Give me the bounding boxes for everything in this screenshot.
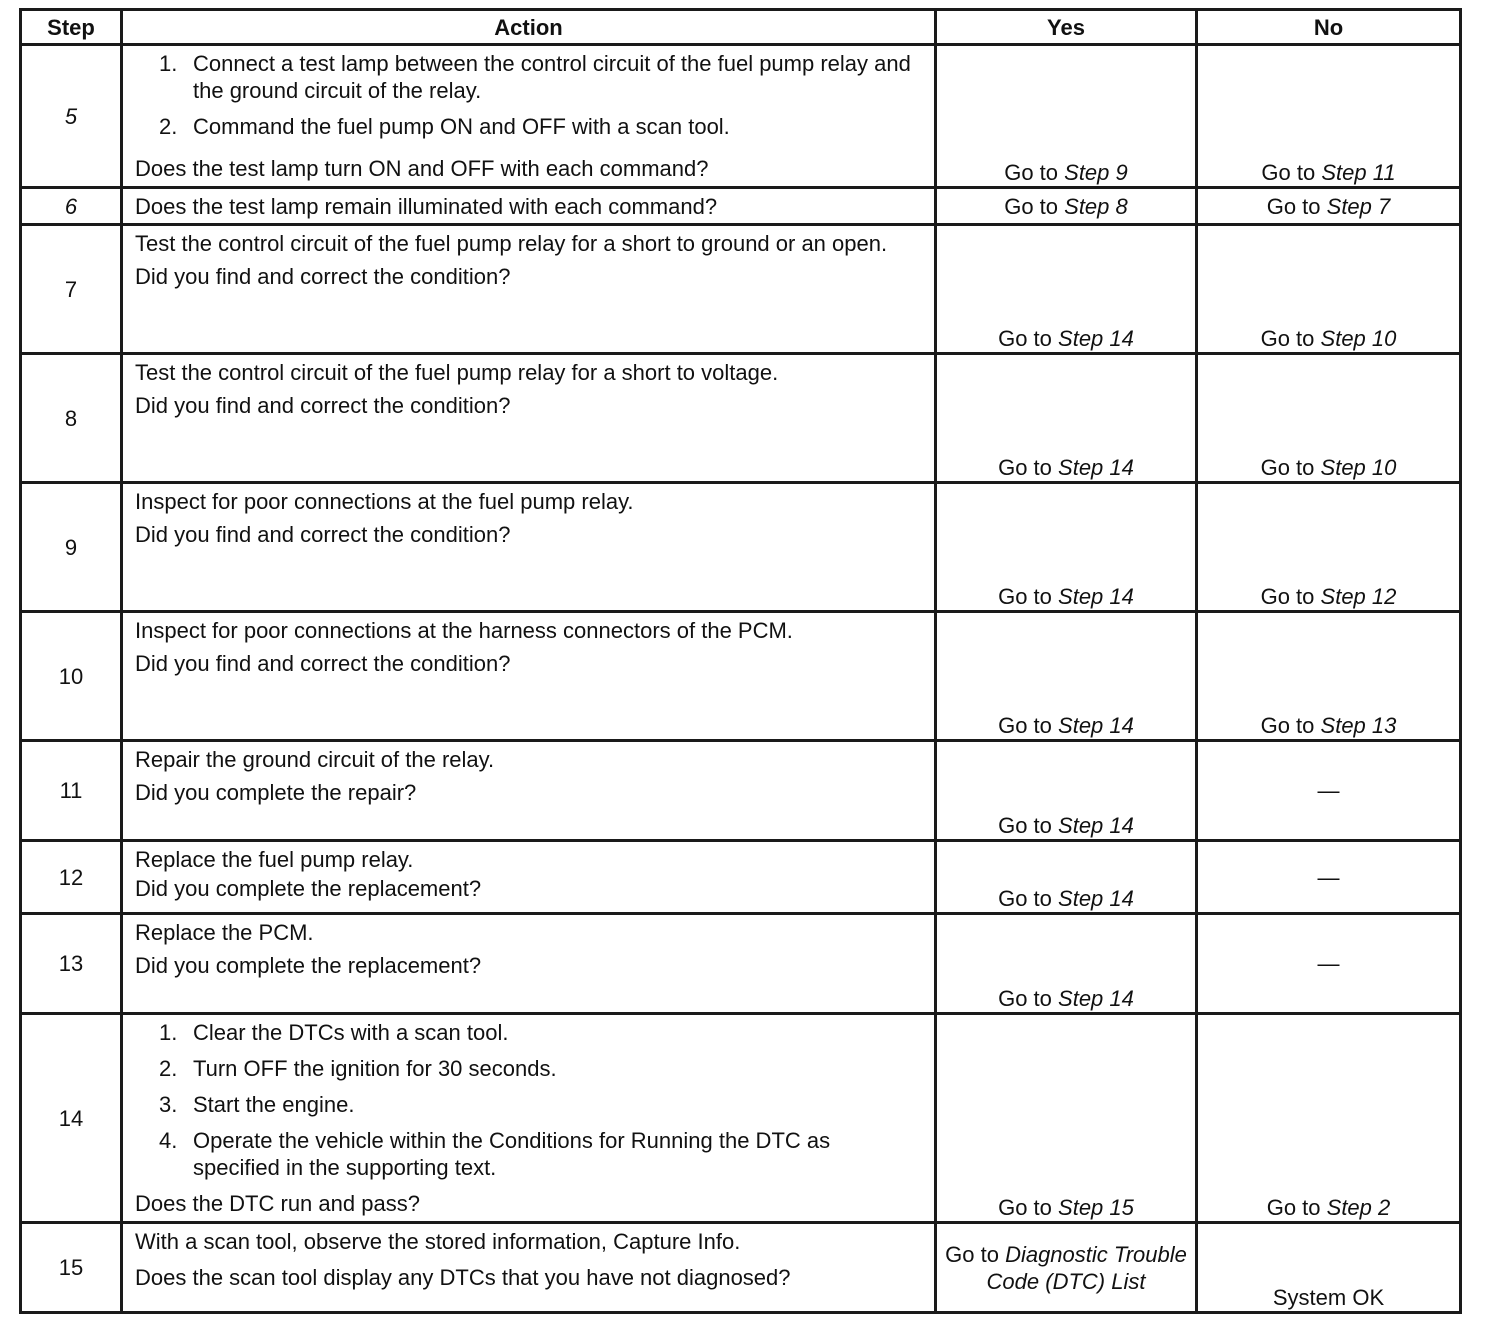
question-text: Did you complete the replacement? bbox=[135, 953, 482, 978]
go-to-label: Go to bbox=[1260, 326, 1315, 351]
step-word: Step bbox=[1058, 713, 1104, 738]
step-word: Step bbox=[1320, 584, 1366, 609]
no-cell bbox=[1197, 483, 1461, 612]
yes-cell bbox=[936, 354, 1197, 483]
list-item-text: Start the engine. bbox=[193, 1092, 355, 1117]
dtc-list-reference: Diagnostic Trouble Code (DTC) List bbox=[986, 1241, 1187, 1294]
yes-step-ref: 8 bbox=[1115, 193, 1128, 219]
question-text: Did you find and correct the condition? bbox=[135, 651, 511, 676]
yes-cell bbox=[936, 914, 1197, 1014]
table-row bbox=[21, 225, 1461, 354]
go-to-label: Go to bbox=[998, 713, 1052, 738]
table-row bbox=[21, 188, 1461, 225]
action-cell bbox=[122, 914, 936, 1014]
yes-cell bbox=[936, 45, 1197, 188]
no-cell bbox=[1197, 914, 1461, 1014]
yes-step-ref: 14 bbox=[1109, 713, 1134, 738]
go-to-label: Go to bbox=[1260, 713, 1315, 738]
go-to-label: Go to bbox=[998, 455, 1052, 480]
action-text: Test the control circuit of the fuel pump relay for a short to ground or an open. bbox=[135, 231, 888, 256]
step-word: Step bbox=[1064, 160, 1110, 185]
go-to-label: Go to bbox=[1266, 193, 1321, 219]
list-item: 3. Start the engine. bbox=[159, 1092, 355, 1117]
no-cell bbox=[1197, 45, 1461, 188]
no-step-ref: 7 bbox=[1378, 193, 1391, 219]
no-step-ref: 2 bbox=[1378, 1195, 1391, 1220]
list-item-text: Operate the vehicle within the Conditions for Running the DTC as specified in the supporting text. bbox=[193, 1128, 831, 1180]
step-number: 7 bbox=[21, 225, 122, 354]
step-word: Step bbox=[1058, 986, 1104, 1011]
action-cell bbox=[122, 45, 936, 188]
system-ok-text: System OK bbox=[1272, 1285, 1385, 1310]
question-text: Did you find and correct the condition? bbox=[135, 522, 511, 547]
step-word: Step bbox=[1058, 813, 1104, 838]
question-text: Did you find and correct the condition? bbox=[135, 393, 511, 418]
no-step-ref: 12 bbox=[1371, 584, 1397, 609]
table-row bbox=[21, 841, 1461, 914]
table-row bbox=[21, 45, 1461, 188]
go-to-label: Go to bbox=[998, 326, 1052, 351]
action-list bbox=[135, 50, 920, 149]
no-cell bbox=[1197, 841, 1461, 914]
table-row bbox=[21, 741, 1461, 841]
no-cell bbox=[1197, 612, 1461, 741]
go-to-label: Go to bbox=[998, 584, 1052, 609]
action-text: Inspect for poor connections at the fuel pump relay. bbox=[135, 489, 634, 514]
no-cell bbox=[1197, 1223, 1461, 1313]
step-word: Step bbox=[1320, 713, 1366, 738]
yes-step-ref: 9 bbox=[1115, 160, 1128, 185]
step-number: 13 bbox=[21, 914, 122, 1014]
no-dash: — bbox=[1317, 951, 1340, 976]
action-cell bbox=[122, 188, 936, 225]
list-item-text: Clear the DTCs with a scan tool. bbox=[193, 1020, 509, 1045]
step-word: Step bbox=[1058, 584, 1104, 609]
action-text: Replace the fuel pump relay. bbox=[135, 847, 414, 872]
action-cell bbox=[122, 741, 936, 841]
go-to-label: Go to bbox=[998, 1195, 1052, 1220]
step-number: 15 bbox=[21, 1223, 122, 1313]
step-number: 11 bbox=[21, 741, 122, 841]
header-yes: Yes bbox=[936, 10, 1197, 45]
step-number: 14 bbox=[21, 1014, 122, 1223]
yes-cell bbox=[936, 612, 1197, 741]
yes-cell bbox=[936, 1014, 1197, 1223]
action-cell bbox=[122, 483, 936, 612]
question-text: Does the scan tool display any DTCs that you have not diagnosed? bbox=[135, 1265, 791, 1290]
step-word: Step bbox=[1058, 455, 1104, 480]
header-step: Step bbox=[21, 10, 122, 45]
action-text: With a scan tool, observe the stored information, Capture Info. bbox=[135, 1229, 741, 1254]
step-number: 10 bbox=[21, 612, 122, 741]
step-number: 6 bbox=[21, 188, 122, 225]
step-number: 5 bbox=[21, 45, 122, 188]
action-cell bbox=[122, 225, 936, 354]
yes-cell bbox=[936, 483, 1197, 612]
no-cell bbox=[1197, 188, 1461, 225]
step-word: Step bbox=[1320, 455, 1366, 480]
go-to-label: Go to bbox=[1266, 1195, 1321, 1220]
no-cell bbox=[1197, 354, 1461, 483]
table-row bbox=[21, 612, 1461, 741]
no-cell bbox=[1197, 741, 1461, 841]
step-word: Step bbox=[1058, 1195, 1104, 1220]
header-action: Action bbox=[122, 10, 936, 45]
go-to-label: Go to bbox=[1004, 160, 1059, 185]
step-word: Step bbox=[1320, 326, 1366, 351]
go-to-label: Go to bbox=[998, 813, 1052, 838]
question-text: Did you find and correct the condition? bbox=[135, 264, 511, 289]
go-to-label: Go to bbox=[1261, 160, 1316, 185]
go-to-label: Go to bbox=[1260, 455, 1315, 480]
action-cell bbox=[122, 612, 936, 741]
header-row bbox=[21, 10, 1461, 45]
action-cell bbox=[122, 1223, 936, 1313]
no-cell bbox=[1197, 1014, 1461, 1223]
step-word: Step bbox=[1058, 326, 1104, 351]
action-cell bbox=[122, 841, 936, 914]
action-text: Replace the PCM. bbox=[135, 920, 314, 945]
diagnostic-table bbox=[19, 8, 1462, 1314]
step-word: Step bbox=[1326, 1195, 1372, 1220]
yes-step-ref: 14 bbox=[1109, 813, 1134, 838]
yes-step-ref: 14 bbox=[1109, 326, 1134, 351]
step-number: 8 bbox=[21, 354, 122, 483]
yes-step-ref: 14 bbox=[1109, 584, 1134, 609]
yes-cell bbox=[936, 188, 1197, 225]
yes-cell bbox=[936, 741, 1197, 841]
no-step-ref: 11 bbox=[1372, 160, 1396, 185]
list-item: 2. Command the fuel pump ON and OFF with a scan tool. bbox=[159, 114, 730, 139]
no-dash: — bbox=[1317, 864, 1340, 890]
go-to-label: Go to bbox=[1004, 193, 1059, 219]
question-text: Does the DTC run and pass? bbox=[135, 1191, 420, 1216]
list-item: 2. Turn OFF the ignition for 30 seconds. bbox=[159, 1056, 557, 1081]
yes-cell bbox=[936, 1223, 1197, 1313]
table-row bbox=[21, 483, 1461, 612]
go-to-label: Go to bbox=[998, 986, 1052, 1011]
list-item-text: Connect a test lamp between the control circuit of the fuel pump relay and the ground circuit of the relay. bbox=[193, 51, 911, 103]
yes-step-ref: 15 bbox=[1109, 1195, 1134, 1220]
yes-cell bbox=[936, 841, 1197, 914]
question-text: Does the test lamp remain illuminated with each command? bbox=[135, 193, 718, 219]
action-cell bbox=[122, 354, 936, 483]
go-to-label: Go to bbox=[1260, 584, 1315, 609]
action-cell bbox=[122, 1014, 936, 1223]
list-item-text: Command the fuel pump ON and OFF with a scan tool. bbox=[193, 114, 730, 139]
action-text: Inspect for poor connections at the harness connectors of the PCM. bbox=[135, 618, 793, 643]
step-number: 9 bbox=[21, 483, 122, 612]
list-item: 1. Clear the DTCs with a scan tool. bbox=[159, 1020, 509, 1045]
no-dash: — bbox=[1317, 778, 1340, 803]
action-list bbox=[135, 1019, 920, 1190]
header-no: No bbox=[1197, 10, 1461, 45]
go-to-label: Go to bbox=[945, 1241, 999, 1267]
no-step-ref: 13 bbox=[1371, 713, 1397, 738]
question-text: Does the test lamp turn ON and OFF with each command? bbox=[135, 156, 709, 181]
list-item: 4. Operate the vehicle within the Conditions for Running the DTC as specified in the supporting text. bbox=[159, 1128, 831, 1180]
yes-step-ref: 14 bbox=[1109, 986, 1134, 1011]
go-to-label: Go to bbox=[998, 886, 1052, 911]
yes-step-ref: 14 bbox=[1109, 455, 1134, 480]
no-step-ref: 10 bbox=[1371, 326, 1397, 351]
step-word: Step bbox=[1064, 193, 1110, 219]
yes-cell bbox=[936, 225, 1197, 354]
question-text: Did you complete the replacement? bbox=[135, 876, 482, 901]
step-number: 12 bbox=[21, 841, 122, 914]
list-item: 1. Connect a test lamp between the control circuit of the fuel pump relay and the ground circuit of the relay. bbox=[159, 51, 911, 103]
yes-step-ref: 14 bbox=[1109, 886, 1134, 911]
table-row bbox=[21, 1014, 1461, 1223]
list-item-text: Turn OFF the ignition for 30 seconds. bbox=[193, 1056, 557, 1081]
table-row bbox=[21, 914, 1461, 1014]
question-text: Did you complete the repair? bbox=[135, 780, 417, 805]
no-step-ref: 10 bbox=[1371, 455, 1397, 480]
step-word: Step bbox=[1326, 193, 1372, 219]
step-word: Step bbox=[1321, 160, 1367, 185]
action-text: Test the control circuit of the fuel pump relay for a short to voltage. bbox=[135, 360, 779, 385]
step-word: Step bbox=[1058, 886, 1104, 911]
no-cell bbox=[1197, 225, 1461, 354]
table-row bbox=[21, 1223, 1461, 1313]
table-row bbox=[21, 354, 1461, 483]
action-text: Repair the ground circuit of the relay. bbox=[135, 747, 495, 772]
